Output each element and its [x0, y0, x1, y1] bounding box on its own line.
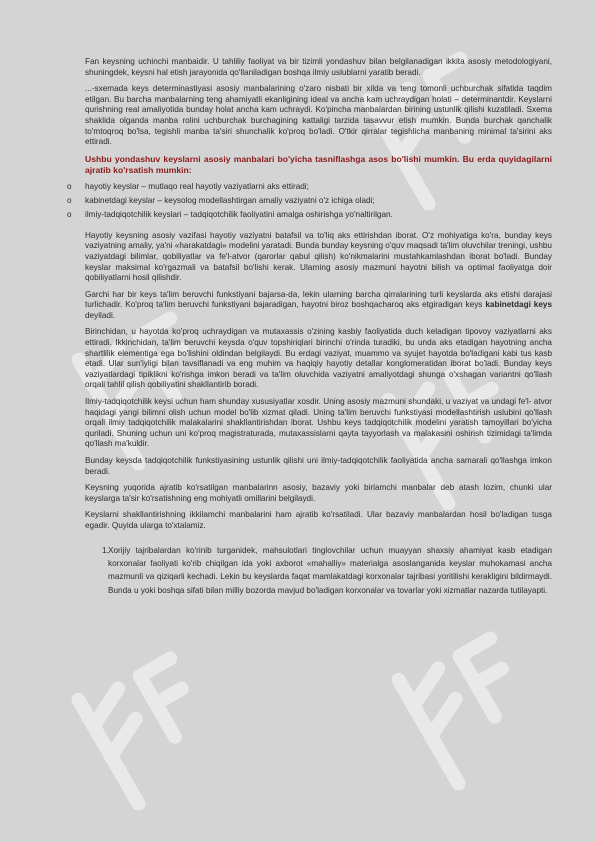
- list-item: 1. Xorijiy tajribalardan ko'rinib turganidek, mahsulotlari tinglovchilar uchun muayyan shaxsiy ahamiyat kasb etadigan korxonalar faoliyati ko'rib chiqilgan ida yoki axborot «mahalliy» materialga asoslanganida keyslar muhokamasi ancha mazmunli va qiziqarli kechadi. Lekin bu keyslarda faqat mamlakatdagi korxonalar tajribasi yoritilishi kerakligini bildirmaydi. Bunda u yoki boshqa sifati bilan milliy bozorda mavjud bo'ladigan korxonalar va tovarlar yoki xizmatlar nazarda tutilayapti.: [102, 545, 552, 595]
- bullet-marker: o: [67, 210, 72, 220]
- paragraph: Ilmiy-tadqiqotchilik keysi uchun ham shunday xususiyatlar xosdir. Uning asosiy mazmuni shundaki, u vaziyat va undagi fe'l- atvor haqidagi yangi bilimni olish uchun model bo'lib xizmat qiladi. Uning ta'lim beruvchi funkstiyasi modellashtirish uslubini qo'llash orqali ilmiy tadqiqotchilik malakalarini shakllantirishdan iborat. Ushbu keys tadqiqotchilik modelini yaratish tamoyillari bo'yicha quriladi. Shuning uchun uni ko'proq magistraturada, mutaxassislarni qayta tayyorlash va malakasini oshirish tizimidagi ta'limda qo'llash ma'kuldir.: [85, 397, 552, 449]
- paragraph: Hayotiy keysning asosiy vazifasi hayotiy vaziyatni batafsil va to'liq aks ettirishdan iborat. O'z mohiyatiga ko'ra, bunday keys vaziyatning amaliy, ya'ni «harakatdagi» modelini yaratadi. Bunda bunday keysning o'quv maqsadi ta'lim oluvchilar treningi, ushbu vaziyatdagi bilimlar, qobiliyatlar va fe'l-atvor (qarorlar qabul qilish) ko'nikmalarini mustahkamlashdan iborat bo'ladi. Bunday keyslar maksimal ko'rgazmali va batafsil bo'lishi kerak. Ularning asosiy mazmuni hayotni bilish va optimal faoliyatga doir qobiliyatlarni hosil qilishdir.: [85, 230, 552, 283]
- list-item: o hayotiy keyslar – mutlaqo real hayotiy vaziyatlarni aks ettiradi;: [67, 181, 309, 191]
- list-item: o kabinetdagi keyslar – keysolog modellashtirgan amaliy vaziyatni o'z ichiga oladi;: [67, 195, 375, 205]
- bold-term: kabinetdagi keys: [485, 300, 553, 310]
- numbered-list: [85, 544, 552, 598]
- paragraph: ...-sxemada keys determinastiyasi asosiy manbalarining o'zaro nisbati bir xilda va teng tomonli uchburchak sifatida taqdim etilgan. Bu barcha manbalarning teng ahamiyatli ekanligining ideal va ancha kam uchraydigan holati – determinantdir. Keyslarni qurishning real amaliyotida bunday holat ancha kam uchraydi. Ko'pincha manbalardan birining ustunlik qilishi kuzatiladi. Sxema shaklida olganda manba rolini uchburchak burchagining kattaligi tarzida tasavvur etish mumkin. Bunda burchak qanchalik to'mtoqroq bo'lsa, tegishli manba ta'siri shunchalik ko'proq bo'ladi. O'tkir qirralar tegishlicha manbaning minimal ta'sirini aks ettiradi.: [85, 84, 552, 147]
- paragraph: Garchi har bir keys ta'lim beruvchi funkstiyani bajarsa-da, lekin ularning barcha qirralarining turli keyslarda aks etishi darajasi turlichadir. Ko'proq ta'lim beruvchi funkstiyani bajaradigan, hayotni biroz boshqacharoq aks etgiradigan keys kabinetdagi keys deyiladi.: [85, 289, 553, 320]
- bullet-list: [67, 182, 552, 221]
- paragraph: Keysning yuqorida ajratib ko'rsatilgan manbalarinn asosiy, bazaviy yoki birlamchi manbalar deb atash lozim, chunki ular keyslarga ta'sir ko'rsatishning eng mohiyatli omillarini belgilaydi.: [85, 483, 552, 503]
- pdf-watermark-icon: [390, 620, 540, 790]
- paragraph: Keyslarni shakllantirishning ikkilamchi manbalarini ham ajratib ko'rsatiladi. Ular bazaviy manbalardan hosil bo'ladigan tusga egadir. Quyida ularga to'xtalamiz.: [85, 510, 552, 530]
- list-item: o ilmiy-tadqiqotchilik keyslari – tadqiqotchilik faoliyatini amalga oshirishga yo'naltirilgan.: [67, 210, 393, 220]
- paragraph: Birinchidan, u hayotda ko'proq uchraydigan va mutaxassis o'zining kasbiy faoliyatida duch keladigan tipovoy vaziyatlarni aks ettiradi. Ikkinchidan, ta'lim beruvchi keysda o'quv topshiriqlari birinchi o'rinda turadiki, bu unda aks etadigan hayotning ancha shartlilik elementiga ega bo'lishini oldindan belgilaydi. Bu erdagi vaziyat, muammo va syujet hayotda bo'ladigani kabi tus kasb etadi. Ular sun'iyligi bilan tavsiflanadi va eng muhim va haqiqiy hayotiy detallar konglomeratidan iborat bo'ladi. Bunday keys vaziyatlardagi tipiklikni ko'rishga imkon beradi va ta'lim oluvchida vaziyatni amaliyotdagi shunga o'xshagan variantni qo'llash orqali tahlil qilish qobiliyatini shakllantirib boradi.: [85, 327, 552, 390]
- paragraph: Bunday keysda tadqiqotchilik funkstiyasining ustunlik qilishi uni ilmiy-tadqiqotchilik faoliyatida ancha samarali qo'llashga imkon beradi.: [85, 456, 552, 476]
- bullet-marker: o: [67, 195, 72, 205]
- paragraph: Fan keysning uchinchi manbaidir. U tahliliy faoliyat va bir tizimli yondashuv bilan belgilanadigan ikkita asosiy metodologiyani, shuningdek, keysni hal etish jarayonida qo'llaniladigan boshqa ilmiy uslublarni yaratib beradi.: [85, 57, 552, 77]
- highlighted-paragraph: Ushbu yondashuv keyslarni asosiy manbalari bo'yicha tasniflashga asos bo'lishi mumkin. Bu erda quyidagilarni ajratib ko'rsatish mumkin:: [85, 153, 552, 175]
- pdf-watermark-icon: [70, 640, 220, 810]
- bullet-marker: o: [67, 181, 72, 191]
- document-page: [67, 57, 553, 597]
- item-number: 1.: [102, 545, 109, 555]
